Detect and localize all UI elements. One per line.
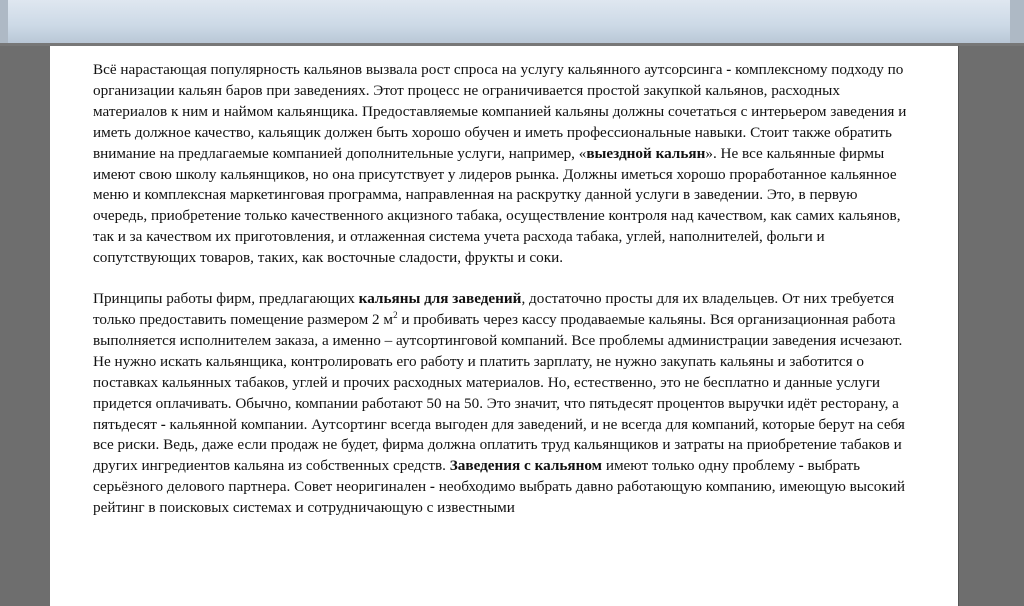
document-page[interactable] [50,46,958,606]
window-title-bar [0,0,1024,44]
text-run: комплексному подходу по организации кальян баров при заведениях. Этот процесс не ограничивается простой закупкой кальянов, расходных материалов к ним и наймом кальянщика. Предоставляемые компанией кальяны должны сочетаться с интерьером заведения и иметь должное качество, кальящик должен быть хорошо обучен и иметь профессиональные навыки. Стоит также обратить внимание на предлагаемые компанией дополнительные услуги, например, « [93,61,907,162]
text-run: имеют только одну проблему [602,457,799,475]
bold-dash: - [160,415,166,433]
superscript-2: 2 [393,309,398,320]
paragraph-1 [93,60,913,269]
bold-term-vyezdnoy-kalyan: выездной кальян [586,144,706,162]
text-run: выбрать серьёзного делового партнера. Совет неоригинален [93,457,861,496]
text-run: ». Не все кальянные фирмы имеют свою школу кальянщиков, но она присутствует у лидеров рынка. Должны иметься хорошо проработанное кальянное меню и комплексная маркетинговая программа, направленная на раскрутку данной услуги в заведении. Это, в первую очередь, приобретение только качественного акцизного табака, осуществление контроля над качеством, как самих кальянов, так и за качеством их приготовления, и отлаженная система учета расхода табака, углей, наполнителей, фольги и сопутствующих товаров, таких, как восточные сладости, фрукты и соки. [93,144,901,267]
text-run: кальянной компании. Аутсортинг всегда выгоден для заведений, и не всегда для компаний, которые берут на себя все риски. Ведь, даже если продаж не будет, фирма должна оплатить труд кальянщиков и затраты на приобретение табаков и других ингредиентов кальяна из собственных средств. [93,415,905,475]
document-body[interactable] [93,60,913,519]
text-run: Всё нарастающая популярность кальянов вызвала рост спроса на услугу кальянного аутсорсинга [93,61,727,78]
text-run: Принципы работы фирм, предлагающих [93,290,359,308]
window-frame-right [1010,0,1024,43]
window-frame-left [0,0,8,43]
workspace-background-left [0,46,50,600]
bold-term-zavedeniya-s-kalyanom: Заведения с кальяном [449,457,603,475]
paragraph-2 [93,289,913,519]
bold-term-kalyany-dlya-zavedeniy: кальяны для заведений [358,290,522,308]
text-run: необходимо выбрать давно работающую компанию, имеющую высокий рейтинг в поисковых системах и сотрудничающую с известными [93,478,905,517]
text-run: , достаточно просты для их владельцев. От них требуется только предоставить помещение размером 2 м [93,290,895,328]
bold-dash: - [798,457,804,475]
text-run: и пробивать через кассу продаваемые кальяны. Вся организационная работа выполняется исполнителем заказа, а именно – аутсортинговой компаний. Все проблемы администрации заведения исчезают. Не нужно искать кальянщика, контролировать его работу и платить зарплату, не нужно закупать кальяны и заботится о поставках кальянных табаков, углей и прочих расходных материалов. Но, естественно, это не бесплатно и данные услуги придется оплачивать. Обычно, компании работают 50 на 50. Это значит, что пятьдесят процентов выручки идёт ресторану, а пятьдесят [93,310,903,433]
workspace-background-right [958,46,1024,600]
bold-dash: - [429,478,435,496]
bold-dash: - [726,61,732,78]
